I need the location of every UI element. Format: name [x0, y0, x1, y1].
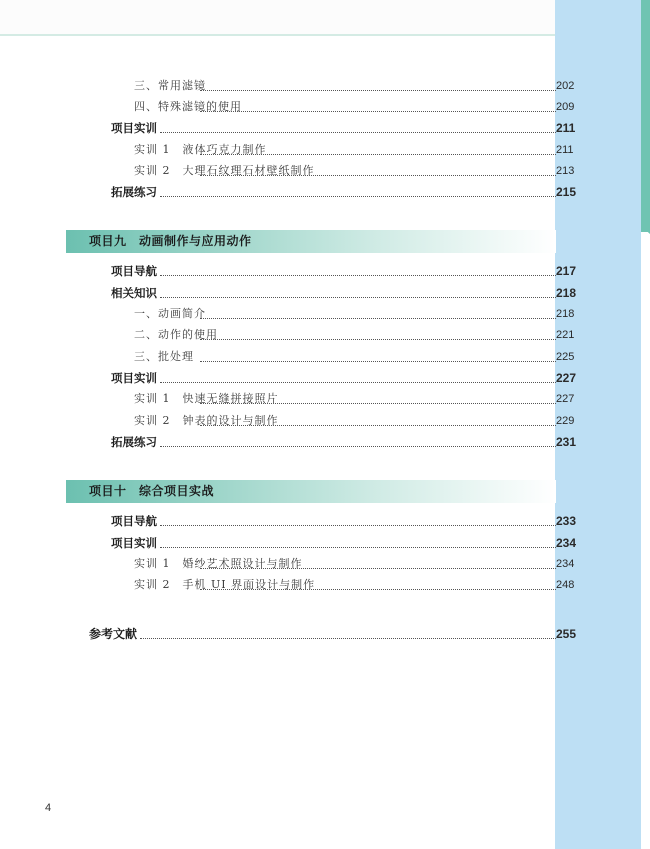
toc-page: 234: [556, 533, 580, 553]
toc-page: 221: [556, 325, 580, 345]
toc-label: 项目导航: [111, 261, 159, 281]
toc-entry[interactable]: [0, 533, 580, 553]
toc-label: 实训 2 手机 UI 界面设计与制作: [134, 575, 317, 595]
toc-page: 218: [556, 283, 580, 303]
toc-page: 227: [556, 389, 580, 409]
toc-entry-references[interactable]: [0, 624, 580, 644]
toc-entry[interactable]: [0, 575, 580, 595]
toc-entry[interactable]: [0, 389, 580, 409]
dot-leader: [200, 554, 556, 569]
dot-leader: [160, 283, 556, 298]
toc-page: 213: [556, 161, 580, 181]
toc-entry[interactable]: [0, 161, 580, 181]
toc-entry[interactable]: [0, 140, 580, 160]
dot-leader: [140, 624, 556, 639]
dot-leader: [200, 411, 556, 426]
toc-label: 相关知识: [111, 283, 159, 303]
toc-page: 255: [556, 624, 580, 644]
toc-page: 227: [556, 368, 580, 388]
dot-leader: [200, 325, 556, 340]
toc-label: 实训 1 快速无缝拼接照片: [134, 389, 281, 409]
dot-leader: [160, 118, 556, 133]
toc-page: 248: [556, 575, 580, 595]
toc-label: 三、常用滤镜: [134, 76, 208, 96]
toc-page: 233: [556, 511, 580, 531]
toc-label: 项目实训: [111, 118, 159, 138]
dot-leader: [200, 575, 556, 590]
toc-page: 231: [556, 432, 580, 452]
toc-label: 实训 2 钟表的设计与制作: [134, 411, 281, 431]
toc-label: 实训 1 婚纱艺术照设计与制作: [134, 554, 305, 574]
toc-entry[interactable]: [0, 432, 580, 452]
dot-leader: [160, 368, 556, 383]
dot-leader: [160, 533, 556, 548]
toc-label: 四、特殊滤镜的使用: [134, 97, 244, 117]
dot-leader: [200, 161, 556, 176]
toc-label: 项目实训: [111, 368, 159, 388]
dot-leader: [200, 97, 556, 112]
toc-label: 一、动画简介: [134, 304, 208, 324]
toc-page: 211: [556, 118, 580, 138]
dot-leader: [200, 76, 556, 91]
toc-label: 拓展练习: [111, 432, 159, 452]
toc-entry[interactable]: [0, 182, 580, 202]
dot-leader: [160, 432, 556, 447]
toc-entry[interactable]: [0, 411, 580, 431]
toc-entry[interactable]: [0, 554, 580, 574]
toc-page: 229: [556, 411, 580, 431]
header-band: [0, 0, 555, 34]
chapter-title: 项目十 综合项目实战: [89, 484, 215, 498]
toc-entry[interactable]: [0, 304, 580, 324]
dot-leader: [200, 389, 556, 404]
toc-page: 225: [556, 347, 580, 367]
chapter-thumb-tab-tip: [641, 226, 650, 234]
toc-page: 211: [556, 140, 580, 160]
dot-leader: [160, 511, 556, 526]
toc-page: 234: [556, 554, 580, 574]
toc-entry[interactable]: [0, 261, 580, 281]
toc-page: 217: [556, 261, 580, 281]
page-number: 4: [45, 802, 52, 814]
toc-label: 项目导航: [111, 511, 159, 531]
toc-entry[interactable]: [0, 511, 580, 531]
header-rule: [0, 34, 555, 36]
chapter-heading-bar[interactable]: [66, 230, 556, 253]
toc-page: 215: [556, 182, 580, 202]
dot-leader: [160, 182, 556, 197]
toc-label: 拓展练习: [111, 182, 159, 202]
toc-label: 参考文献: [89, 624, 139, 644]
toc-label: 项目实训: [111, 533, 159, 553]
dot-leader: [200, 140, 556, 155]
toc-entry[interactable]: [0, 283, 580, 303]
toc-entry[interactable]: [0, 325, 580, 345]
dot-leader: [160, 261, 556, 276]
toc-entry[interactable]: [0, 368, 580, 388]
toc-entry[interactable]: [0, 347, 580, 367]
toc-entry[interactable]: [0, 76, 580, 96]
toc-entry[interactable]: [0, 118, 580, 138]
dot-leader: [200, 347, 556, 362]
toc-page: 202: [556, 76, 580, 96]
chapter-title: 项目九 动画制作与应用动作: [89, 234, 252, 248]
toc-entry[interactable]: [0, 97, 580, 117]
toc-page: 209: [556, 97, 580, 117]
chapter-thumb-tab: [641, 0, 650, 232]
toc-page: 218: [556, 304, 580, 324]
chapter-heading-bar[interactable]: [66, 480, 556, 503]
dot-leader: [200, 304, 556, 319]
toc-label: 二、动作的使用: [134, 325, 220, 345]
toc-label: 三、批处理: [134, 347, 196, 367]
toc-label: 实训 2 大理石纹理石材壁纸制作: [134, 161, 317, 181]
toc-label: 实训 1 液体巧克力制作: [134, 140, 269, 160]
